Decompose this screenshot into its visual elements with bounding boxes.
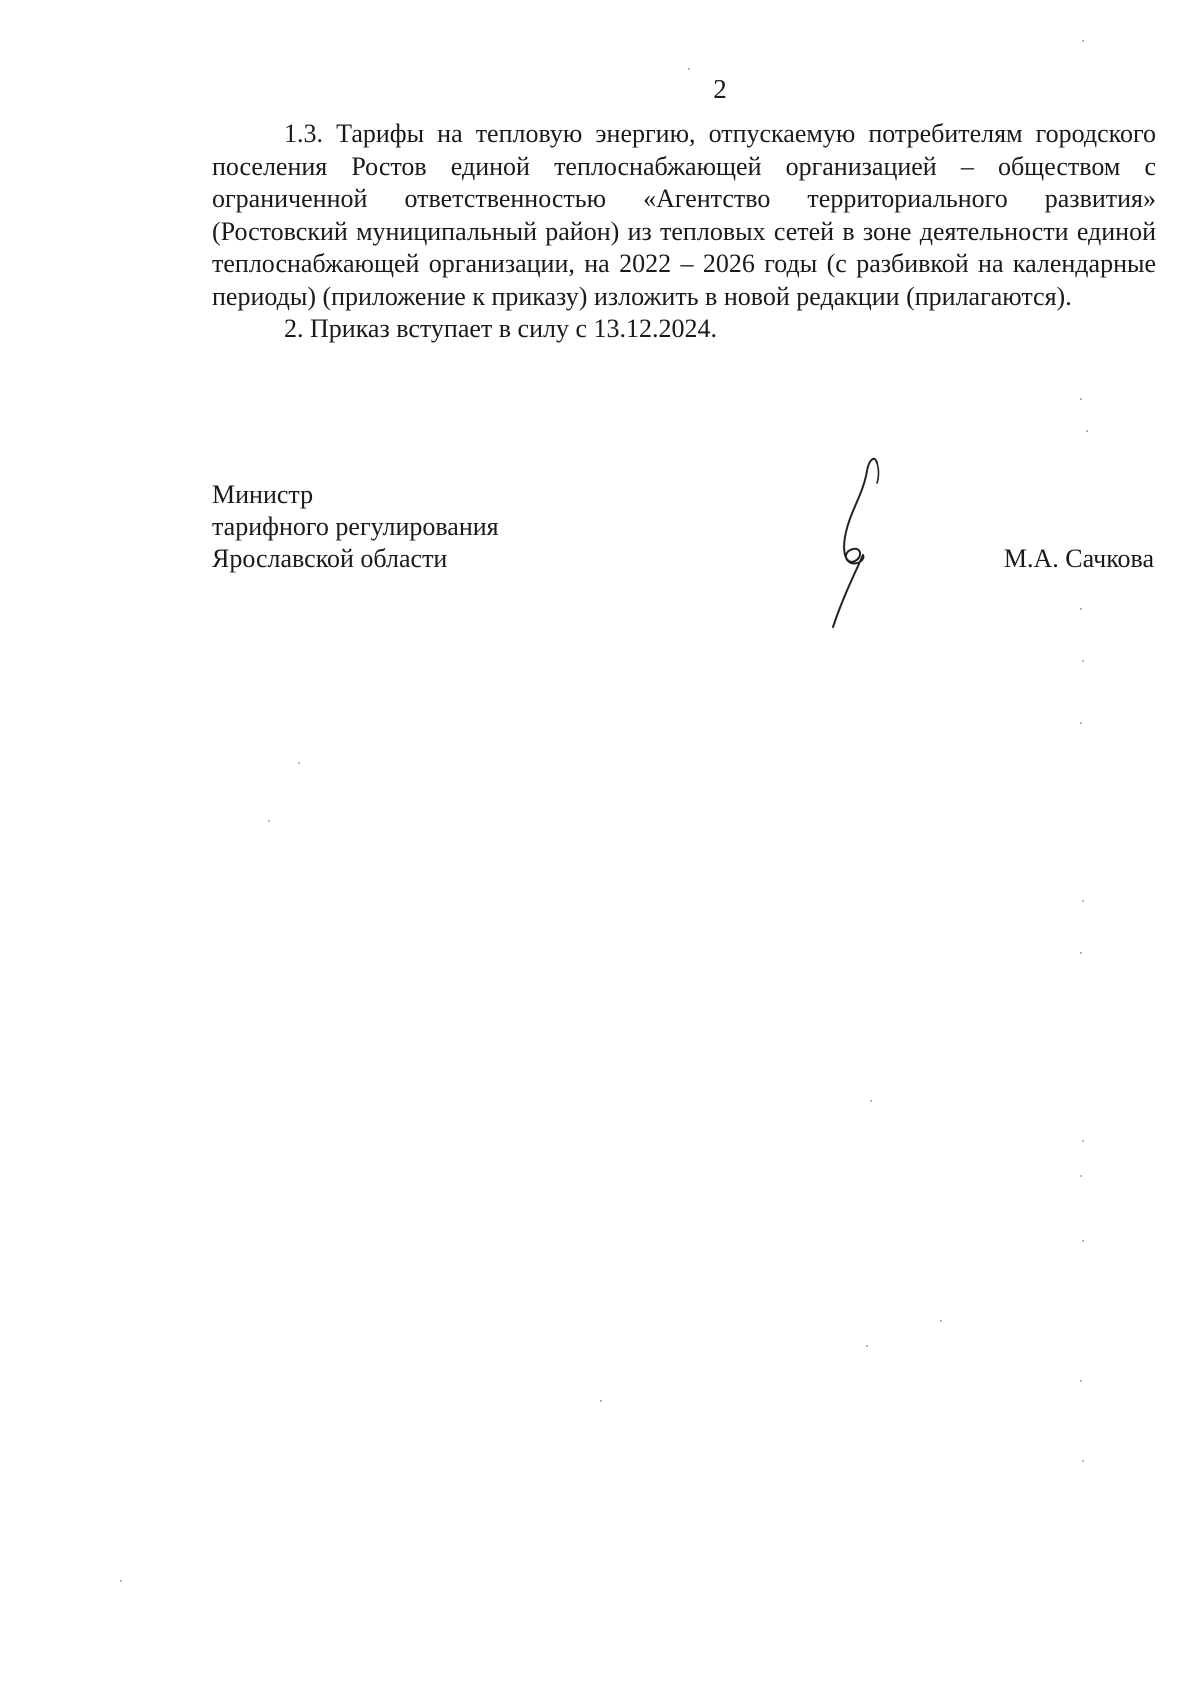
signatory-name: М.А. Сачкова — [1003, 544, 1154, 573]
paragraph-1-3: 1.3. Тарифы на тепловую энергию, отпускаемую потребителям городского поселения Ростов единой теплоснабжающей организацией – обществом с ограниченной ответственностью «Агентство территориального развития» (Ростовский муниципальный район) из тепловых сетей в зоне деятельности единой теплоснабжающей организации, на 2022 – 2026 годы (с разбивкой на календарные периоды) (приложение к приказу) изложить в новой редакции (прилагаются). — [212, 119, 1156, 311]
signer-position — [212, 479, 499, 575]
page-number: 2 — [713, 74, 727, 104]
position-line-2: тарифного регулирования — [212, 512, 499, 541]
handwritten-signature — [825, 455, 885, 635]
paragraph-2: 2. Приказ вступает в силу с 13.12.2024. — [284, 314, 718, 343]
position-line-1: Министр — [212, 480, 314, 509]
document-body — [212, 118, 1156, 346]
position-line-3: Ярославской области — [212, 544, 448, 573]
